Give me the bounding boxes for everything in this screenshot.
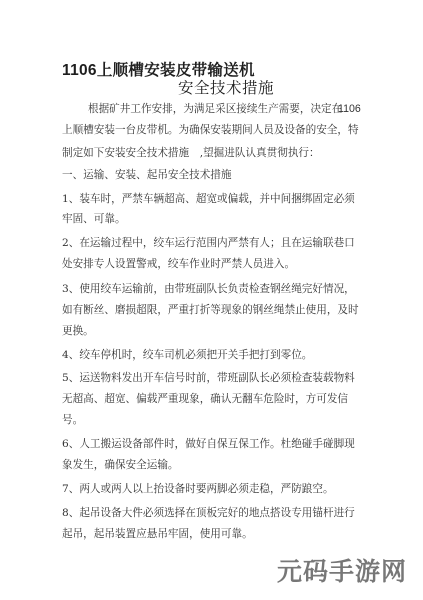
item-8-line-1: 8、起吊设备大件必须选择在顶板完好的地点搭设专用锚杆进行 — [62, 507, 355, 519]
item-1-line-2: 牢固、可靠。 — [62, 213, 126, 225]
item-5-line-1: 5、运送物料发出开车信号时前，带班副队长必须检查装载物料 — [62, 372, 355, 384]
document-subtitle: 安全技术措施 — [178, 79, 275, 97]
intro-line-1: 根据矿井工作安排，为满足采区接续生产需要，决定在 — [88, 103, 343, 115]
item-2-line-1: 2、在运输过程中，绞车运行范围内严禁有人；且在运输联巷口 — [62, 237, 355, 249]
item-3-line-1: 3、使用绞车运输前，由带班副队长负责检查钢丝绳完好情况， — [62, 283, 355, 295]
item-4-line-1: 4、绞车停机时，绞车司机必须把开关手把打到零位。 — [62, 349, 313, 361]
item-6-line-2: 象发生，确保安全运输。 — [62, 459, 179, 471]
item-3-line-3: 更换。 — [62, 325, 94, 337]
title-number: 1106 — [62, 62, 97, 79]
title-text: 上顺槽安装皮带输送机 — [96, 60, 255, 79]
item-3-line-2: 如有断丝、磨损超限，严重打折等现象的钢丝绳禁止使用，及时 — [62, 304, 359, 316]
item-7-line-1: 7、两人或两人以上抬设备时要两脚必须走稳，严防踉空。 — [62, 483, 334, 495]
item-8-line-2: 起吊，起吊装置应悬吊牢固，使用可靠。 — [62, 528, 253, 540]
section-heading: 一、运输、安装、起吊安全技术措施 — [62, 169, 232, 181]
item-6-line-1: 6、人工搬运设备部件时，做好自保互保工作。杜绝碰手碰脚现 — [62, 438, 355, 450]
item-1-line-1: 1、装车时，严禁车辆超高、超宽或偏载，并中间捆绑固定必须 — [62, 193, 355, 205]
item-5-line-3: 号。 — [62, 414, 84, 426]
site-watermark: 元码手游网 — [276, 557, 407, 586]
intro-line-2: 上顺槽安装一台皮带机。为确保安装期间人员及设备的安全，特 — [62, 124, 359, 136]
item-2-line-2: 处安排专人设置警戒，绞车作业时严禁人员进入。 — [62, 258, 296, 270]
intro-number: 1106 — [338, 103, 361, 115]
intro-line-3: 制定如下安装安全技术措施 ,望掘进队认真贯彻执行： — [62, 147, 320, 159]
item-5-line-2: 无超高、超宽、偏载严重现象，确认无翻车危险时，方可发信 — [62, 393, 349, 405]
